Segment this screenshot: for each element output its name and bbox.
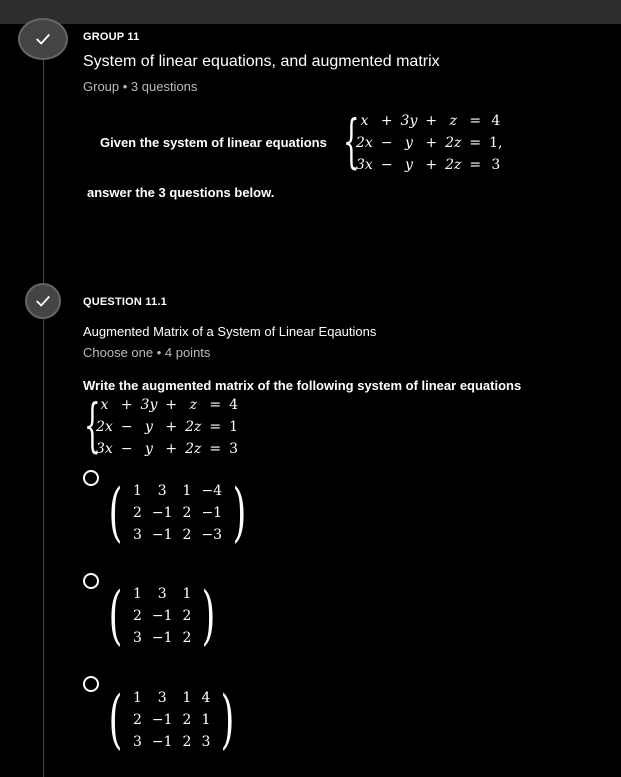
question-system-brace: { bbox=[84, 391, 101, 459]
group-system-term: + bbox=[425, 135, 438, 151]
matrix-entry: 2 bbox=[182, 712, 192, 728]
matrix-entry: 2 bbox=[182, 630, 192, 646]
matrix-entry: −1 bbox=[151, 712, 173, 728]
question-system-term: 4 bbox=[229, 397, 239, 413]
matrix-entry: −3 bbox=[201, 527, 223, 543]
matrix-entry: 1 bbox=[182, 483, 192, 499]
matrix-entry: −1 bbox=[201, 505, 223, 521]
question-system-term: 1 bbox=[229, 419, 239, 435]
group-system-term: = bbox=[469, 113, 482, 129]
matrix-entry: 1 bbox=[182, 690, 192, 706]
matrix-row bbox=[128, 502, 227, 524]
question-system-term: + bbox=[120, 397, 133, 413]
group-meta: Group • 3 questions bbox=[83, 79, 198, 94]
group-system-term: z bbox=[449, 113, 457, 129]
matrix-row bbox=[128, 627, 196, 649]
group-system-term: 2z bbox=[445, 157, 462, 173]
group-title: System of linear equations, and augmented matrix bbox=[83, 53, 440, 70]
question-system-term: = bbox=[209, 441, 222, 457]
group-system-equation-row bbox=[352, 154, 507, 176]
option-1-matrix[interactable] bbox=[103, 476, 252, 550]
matrix-entry: 3 bbox=[157, 586, 167, 602]
question-system-term: 3x bbox=[96, 441, 113, 457]
question-label: QUESTION 11.1 bbox=[83, 296, 167, 308]
matrix-row bbox=[128, 605, 196, 627]
question-system-term: y bbox=[145, 441, 153, 457]
paren-left: ( bbox=[108, 579, 123, 653]
matrix-entry: 3 bbox=[132, 630, 142, 646]
question-system-term: + bbox=[165, 441, 178, 457]
paren-right: ) bbox=[232, 476, 247, 550]
question-prompt: Write the augmented matrix of the following system of linear equations bbox=[83, 378, 522, 393]
group-system-term: 1, bbox=[489, 135, 503, 151]
matrix-entry: −1 bbox=[151, 608, 173, 624]
group-system-term: − bbox=[380, 157, 393, 173]
group-system-equation-row bbox=[352, 110, 507, 132]
matrix-entry: 1 bbox=[132, 690, 142, 706]
matrix-entry: 1 bbox=[201, 712, 211, 728]
paren-right: ) bbox=[202, 579, 216, 653]
group-system-term: 2x bbox=[356, 135, 373, 151]
matrix-entry: 2 bbox=[132, 712, 142, 728]
matrix-entry: −1 bbox=[151, 734, 173, 750]
paren-left: ( bbox=[108, 683, 123, 757]
matrix-row bbox=[128, 731, 215, 753]
question-system-term: 2z bbox=[185, 419, 202, 435]
question-system-term: = bbox=[209, 419, 222, 435]
matrix-entry: 3 bbox=[157, 483, 167, 499]
matrix-entry: 1 bbox=[182, 586, 192, 602]
question-system-term: x bbox=[100, 397, 109, 413]
option-3-radio[interactable] bbox=[83, 676, 99, 692]
question-system-term: + bbox=[165, 397, 178, 413]
top-bar bbox=[0, 0, 621, 24]
group-system-term: y bbox=[405, 135, 413, 151]
group-check-icon bbox=[18, 18, 68, 60]
matrix-entry: −1 bbox=[151, 630, 173, 646]
matrix-row bbox=[128, 524, 227, 546]
group-system-term: 2z bbox=[445, 135, 462, 151]
question-meta: Choose one • 4 points bbox=[83, 345, 211, 360]
matrix-entry: 2 bbox=[182, 734, 192, 750]
group-system-term: 4 bbox=[491, 113, 501, 129]
matrix-row bbox=[128, 709, 215, 731]
matrix-entry: 3 bbox=[201, 734, 211, 750]
option-1-radio[interactable] bbox=[83, 470, 99, 486]
option-3-matrix[interactable] bbox=[103, 683, 240, 757]
question-system-term: 2x bbox=[96, 419, 113, 435]
group-system-term: x bbox=[360, 113, 369, 129]
group-system-term: + bbox=[425, 113, 438, 129]
question-system-equation-row bbox=[92, 394, 242, 416]
question-system-term: 3y bbox=[140, 397, 158, 413]
matrix-entry: 3 bbox=[132, 734, 142, 750]
matrix-entry: −4 bbox=[201, 483, 223, 499]
paren-left: ( bbox=[108, 476, 123, 550]
group-system-term: 3 bbox=[491, 157, 501, 173]
matrix-entry: −1 bbox=[151, 527, 173, 543]
matrix-entry: 2 bbox=[132, 608, 142, 624]
matrix-entry: 3 bbox=[157, 690, 167, 706]
matrix-entry: 4 bbox=[201, 690, 211, 706]
group-system-term: = bbox=[469, 157, 482, 173]
group-system-term: − bbox=[380, 135, 393, 151]
question-system-equation-row bbox=[92, 438, 242, 460]
matrix-entry: 1 bbox=[132, 483, 142, 499]
timeline-line bbox=[43, 24, 44, 777]
matrix-entry: 3 bbox=[132, 527, 142, 543]
question-system-term: y bbox=[145, 419, 153, 435]
question-system-term: = bbox=[209, 397, 222, 413]
matrix-row bbox=[128, 583, 196, 605]
matrix-entry: 2 bbox=[182, 527, 192, 543]
group-system-term: + bbox=[380, 113, 393, 129]
group-system-equation-row bbox=[352, 132, 507, 154]
matrix-entry: 2 bbox=[132, 505, 142, 521]
question-system-term: − bbox=[120, 419, 133, 435]
question-system-equation-row bbox=[92, 416, 242, 438]
matrix-row bbox=[128, 687, 215, 709]
matrix-row bbox=[128, 480, 227, 502]
question-system-term: 2z bbox=[185, 441, 202, 457]
group-system-term: 3x bbox=[356, 157, 373, 173]
matrix-entry: 1 bbox=[132, 586, 142, 602]
matrix-entry: −1 bbox=[151, 505, 173, 521]
question-title: Augmented Matrix of a System of Linear Eqautions bbox=[83, 324, 377, 339]
option-2-matrix[interactable] bbox=[103, 579, 221, 653]
question-system-term: + bbox=[165, 419, 178, 435]
group-system-term: + bbox=[425, 157, 438, 173]
group-system-term: y bbox=[405, 157, 413, 173]
paren-right: ) bbox=[220, 683, 235, 757]
group-system-brace: { bbox=[343, 107, 360, 175]
group-system-term: = bbox=[469, 135, 482, 151]
question-system-term: 3 bbox=[229, 441, 239, 457]
group-label: GROUP 11 bbox=[83, 31, 140, 43]
question-system-term: z bbox=[189, 397, 197, 413]
group-system-term: 3y bbox=[400, 113, 418, 129]
question-system bbox=[92, 394, 242, 460]
option-2-radio[interactable] bbox=[83, 573, 99, 589]
group-instruction: answer the 3 questions below. bbox=[87, 185, 275, 200]
matrix-entry: 2 bbox=[182, 505, 192, 521]
question-check-icon bbox=[25, 283, 61, 319]
group-prompt: Given the system of linear equations bbox=[100, 135, 327, 150]
question-system-term: − bbox=[120, 441, 133, 457]
matrix-entry: 2 bbox=[182, 608, 192, 624]
group-system bbox=[352, 110, 507, 176]
